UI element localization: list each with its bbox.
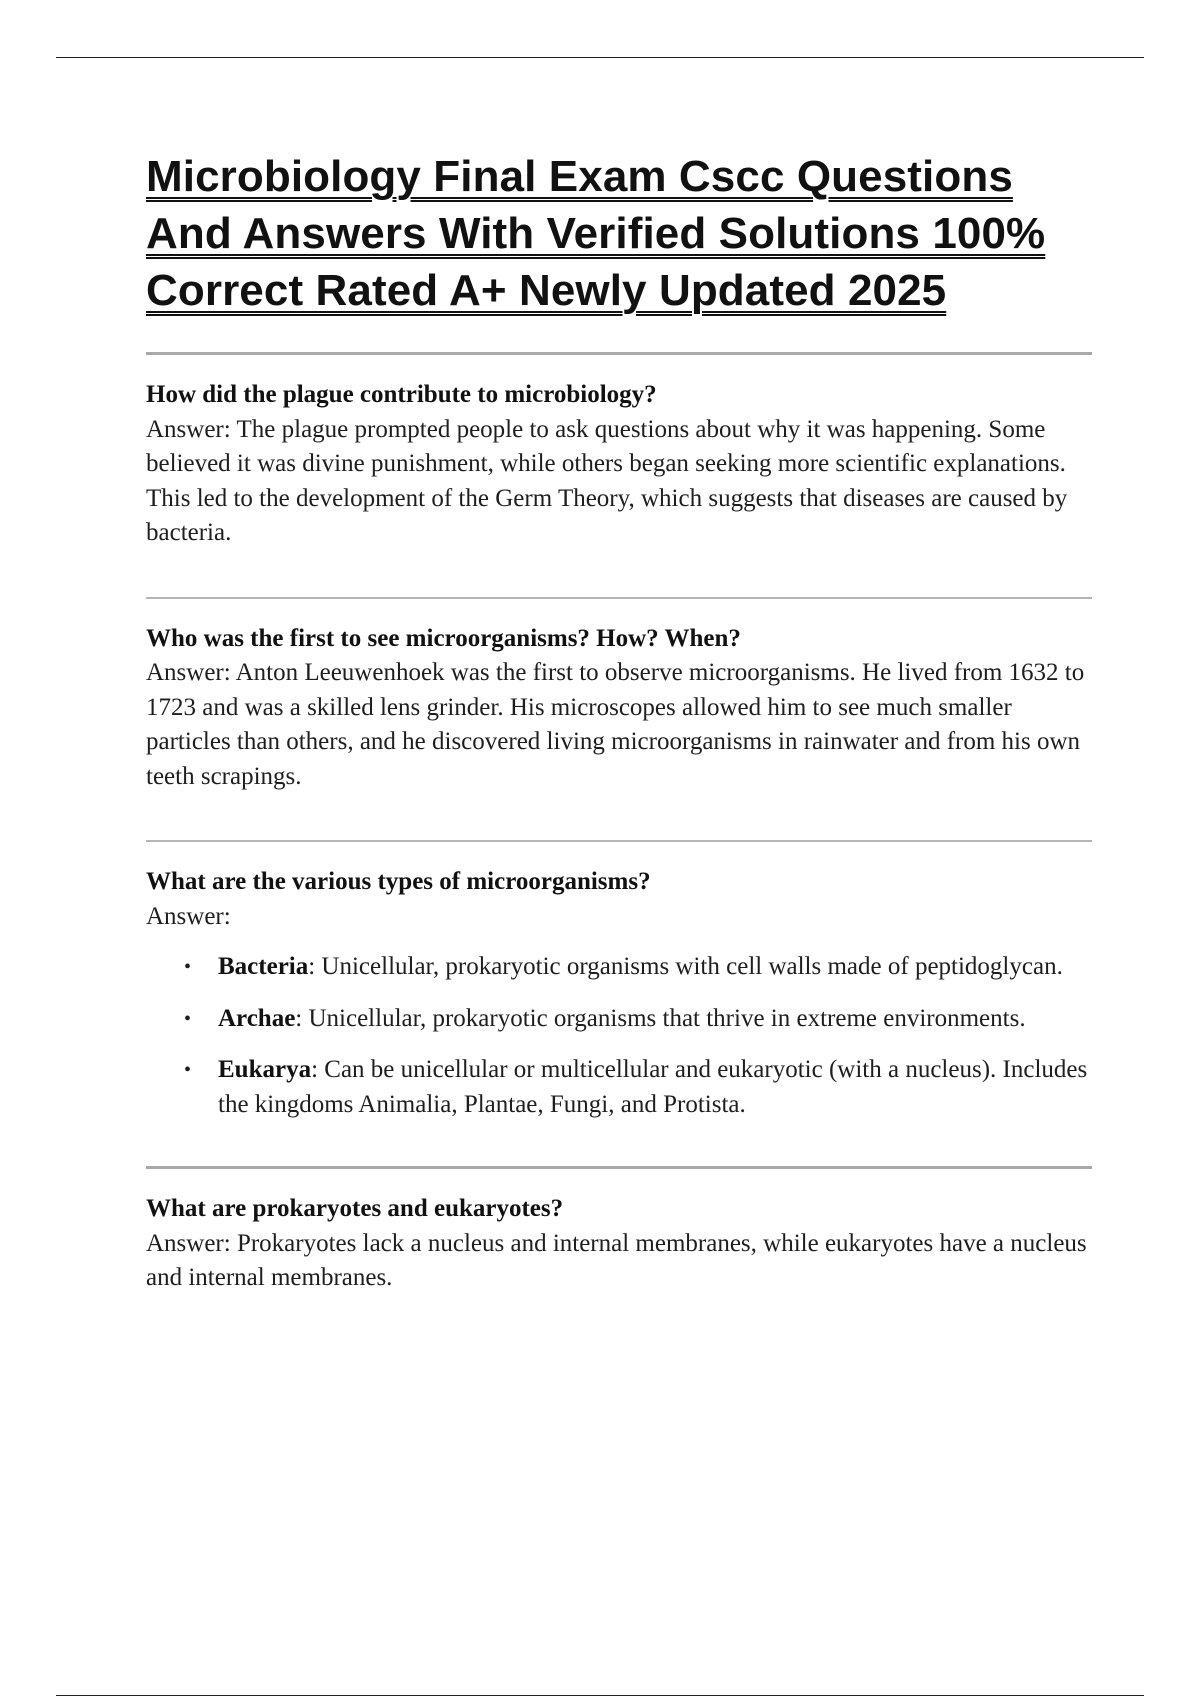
answer-text: Answer: Prokaryotes lack a nucleus and internal membranes, while eukaryotes have a nucleus and internal membranes. [146,1229,1087,1291]
list-item [146,1002,1092,1037]
qa-block-plague [146,378,1092,551]
document-body [146,148,1092,1296]
bullet-icon: • [184,956,192,978]
page-bottom-rule [56,1695,1144,1696]
list-item [146,950,1092,985]
qa-block-first-observer [146,622,1092,795]
answer-text: Answer: The plague prompted people to ask questions about why it was happening. Some believed it was divine punishment, while others began seeking more scientific explanations. This led to the development of the Germ Theory, which suggests that diseases are caused by bacteria. [146,415,1068,546]
question-text: What are prokaryotes and eukaryotes? [146,1195,564,1222]
section-divider [146,597,1092,599]
page-top-rule [56,57,1144,58]
list-item-text: : Unicellular, prokaryotic organisms with cell walls made of peptidoglycan. [308,953,1063,980]
list-item-term: Archae [218,1004,296,1032]
list-item [146,1053,1092,1122]
document-title: Microbiology Final Exam Cscc Questions And Answers With Verified Solutions 100% Correct Rated A+ Newly Updated 2025 [146,152,1046,315]
question-text: What are the various types of microorganisms? [146,868,651,895]
qa-block-microorganism-types [146,865,1092,1122]
section-divider [146,352,1092,355]
answer-text: Answer: [146,902,231,930]
bullet-icon: • [184,1059,192,1081]
qa-block-prokaryotes-eukaryotes [146,1192,1092,1296]
list-item-text: : Can be unicellular or multicellular and eukaryotic (with a nucleus). Includes the kingdoms Animalia, Plantae, Fungi, and Protista. [218,1056,1088,1118]
list-item-term: Bacteria [218,953,309,980]
microorganism-type-list [146,950,1092,1122]
list-item-term: Eukarya [218,1056,312,1083]
question-text: Who was the first to see microorganisms? How? When? [146,624,741,652]
question-text: How did the plague contribute to microbiology? [146,381,657,408]
list-item-text: : Unicellular, prokaryotic organisms that thrive in extreme environments. [295,1004,1026,1032]
section-divider [146,1166,1092,1169]
section-divider [146,840,1092,842]
bullet-icon: • [184,1007,192,1030]
answer-text: Answer: Anton Leeuwenhoek was the first to observe microorganisms. He lived from 1632 to 1723 and was a skilled lens grinder. His microscopes allowed him to see much smaller particles than others, and he discovered living microorganisms in rainwater and from his own teeth scrapings. [146,659,1085,790]
